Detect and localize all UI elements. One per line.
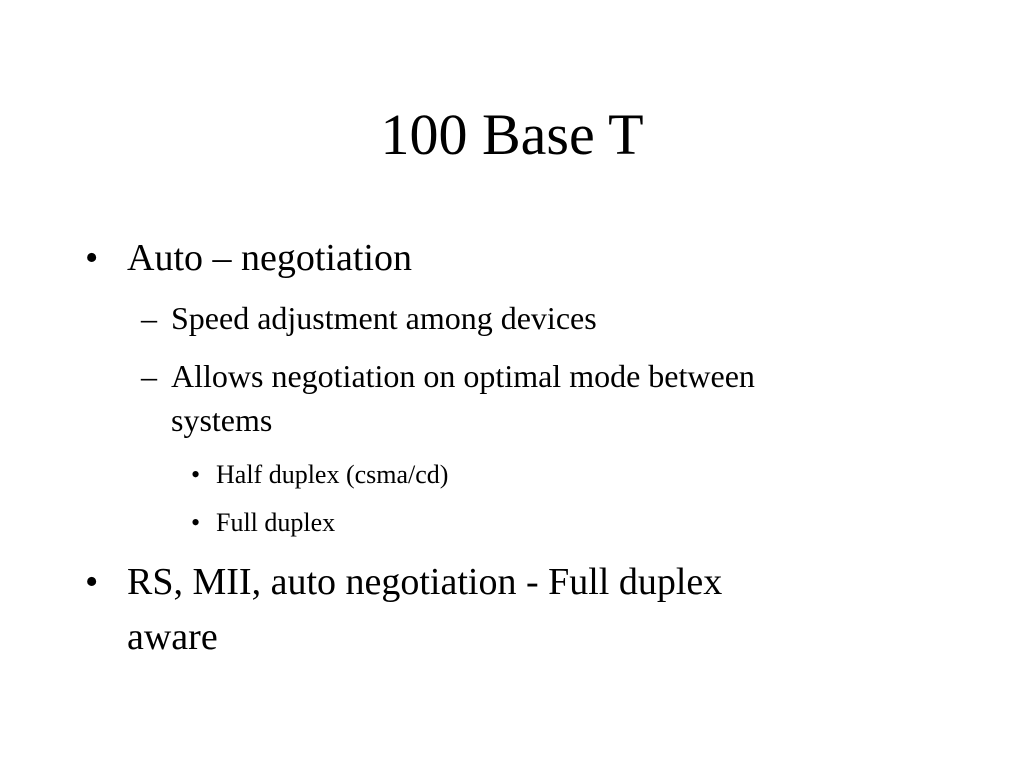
bullet-marker: •: [191, 460, 201, 489]
sub-bullet-allows-negotiation: [141, 354, 755, 398]
sub-bullet-speed-adjustment: [141, 296, 597, 340]
sub-sub-bullet-half-duplex: [191, 455, 449, 495]
bullet-text-line1: RS, MII, auto negotiation - Full duplex: [127, 561, 723, 603]
sub-sub-bullet-text: Half duplex (csma/cd): [216, 460, 449, 489]
sub-bullet-text-line2: systems: [171, 402, 273, 438]
bullet-text-line2: aware: [127, 616, 218, 658]
sub-sub-bullet-full-duplex: [191, 503, 336, 543]
bullet-rs-mii: [85, 555, 723, 609]
slide-title: 100 Base T: [380, 102, 644, 167]
bullet-text: Auto – negotiation: [127, 237, 412, 279]
dash-marker: –: [141, 300, 157, 336]
bullet-marker: •: [85, 561, 99, 603]
sub-bullet-text: Speed adjustment among devices: [171, 300, 597, 336]
sub-bullet-allows-negotiation-continued: [171, 398, 272, 442]
bullet-marker: •: [191, 508, 201, 537]
bullet-auto-negotiation: [85, 231, 412, 285]
bullet-rs-mii-continued: [127, 610, 218, 664]
bullet-marker: •: [85, 237, 99, 279]
sub-sub-bullet-text: Full duplex: [216, 508, 336, 537]
sub-bullet-text-line1: Allows negotiation on optimal mode between: [171, 358, 755, 394]
dash-marker: –: [141, 358, 157, 394]
